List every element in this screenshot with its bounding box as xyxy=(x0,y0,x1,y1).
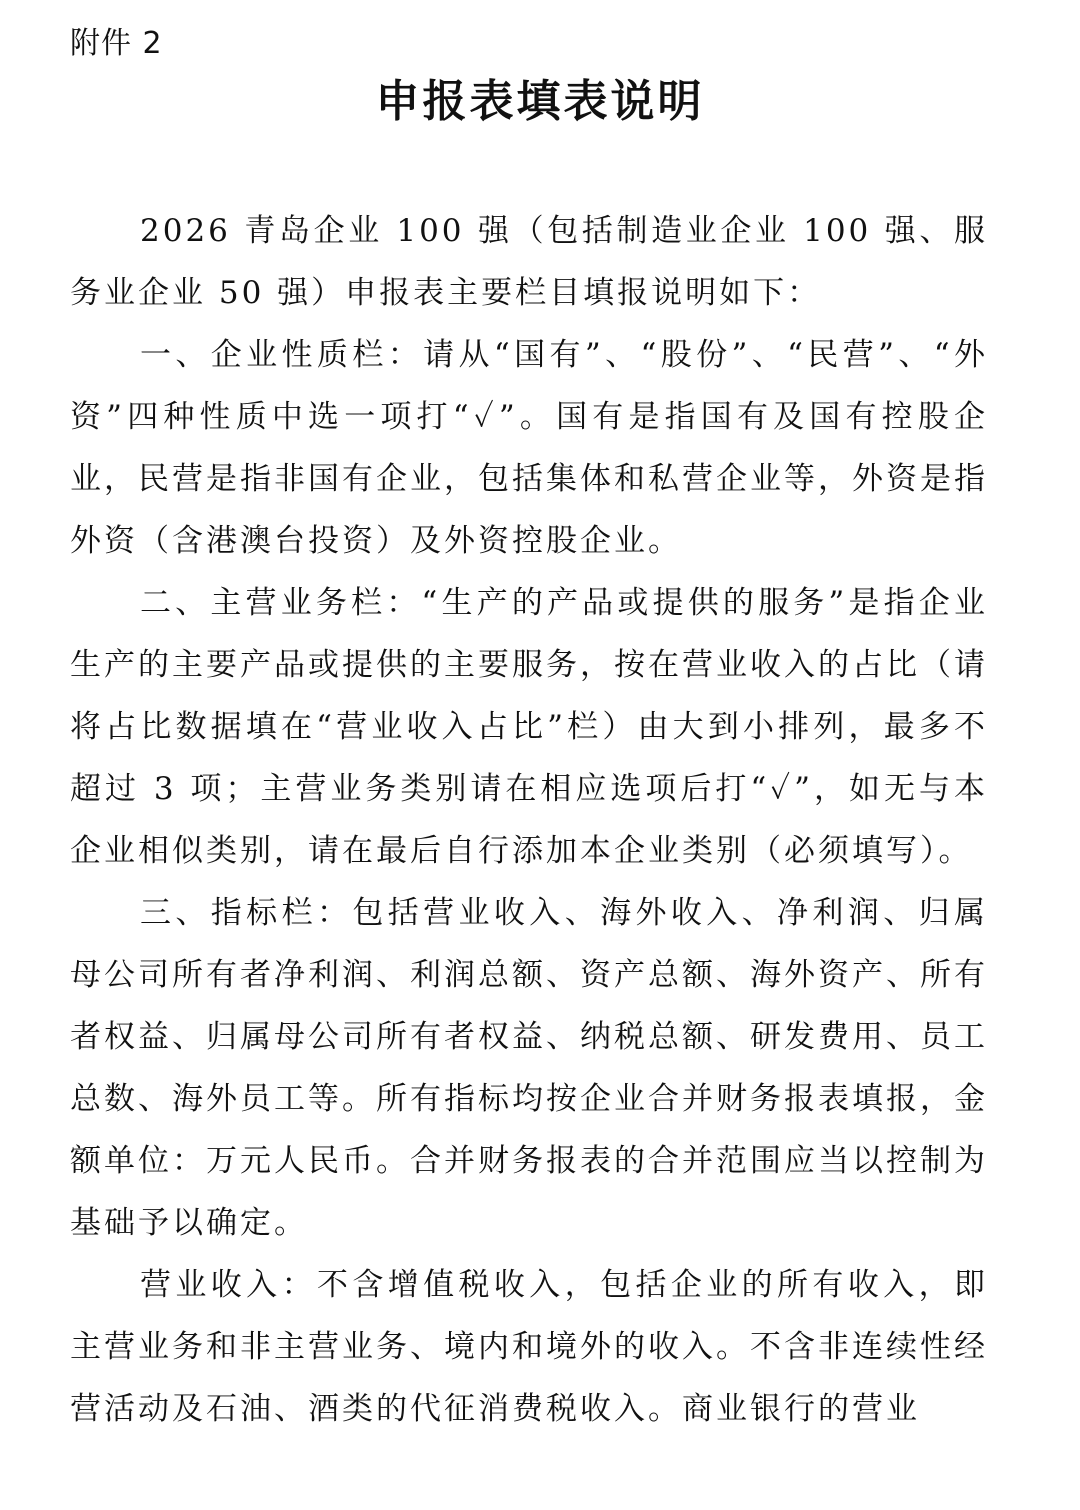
paragraph-intro: 2026 青岛企业 100 强（包括制造业企业 100 强、服务业企业 50 强）申报表主要栏目填报说明如下： xyxy=(70,213,988,311)
paragraph-indicators: 三、指标栏：包括营业收入、海外收入、净利润、归属母公司所有者净利润、利润总额、资产总额、海外资产、所有者权益、归属母公司所有者权益、纳税总额、研发费用、员工总数、海外员工等。所有指标均按企业合并财务报表填报，金额单位：万元人民币。合并财务报表的合并范围应当以控制为基础予以确定。 xyxy=(70,895,988,1241)
attachment-label: 附件 2 xyxy=(70,26,163,61)
paragraph-operating-revenue: 营业收入：不含增值税收入，包括企业的所有收入，即主营业务和非主营业务、境内和境外的收入。不含非连续性经营活动及石油、酒类的代征消费税收入。商业银行的营业 xyxy=(70,1267,988,1427)
document-body xyxy=(70,200,988,1440)
document-title: 申报表填表说明 xyxy=(375,76,705,127)
paragraph-main-business: 二、主营业务栏：“生产的产品或提供的服务”是指企业生产的主要产品或提供的主要服务，按在营业收入的占比（请将占比数据填在“营业收入占比”栏）由大到小排列，最多不超过 3 项；主营业务类别请在相应选项后打“✓”，如无与本企业相似类别，请在最后自行添加本企业类别（必须填写）。 xyxy=(70,585,988,869)
paragraph-enterprise-nature: 一、企业性质栏：请从“国有”、“股份”、“民营”、“外资”四种性质中选一项打“✓”。国有是指国有及国有控股企业，民营是指非国有企业，包括集体和私营企业等，外资是指外资（含港澳台投资）及外资控股企业。 xyxy=(70,337,988,559)
